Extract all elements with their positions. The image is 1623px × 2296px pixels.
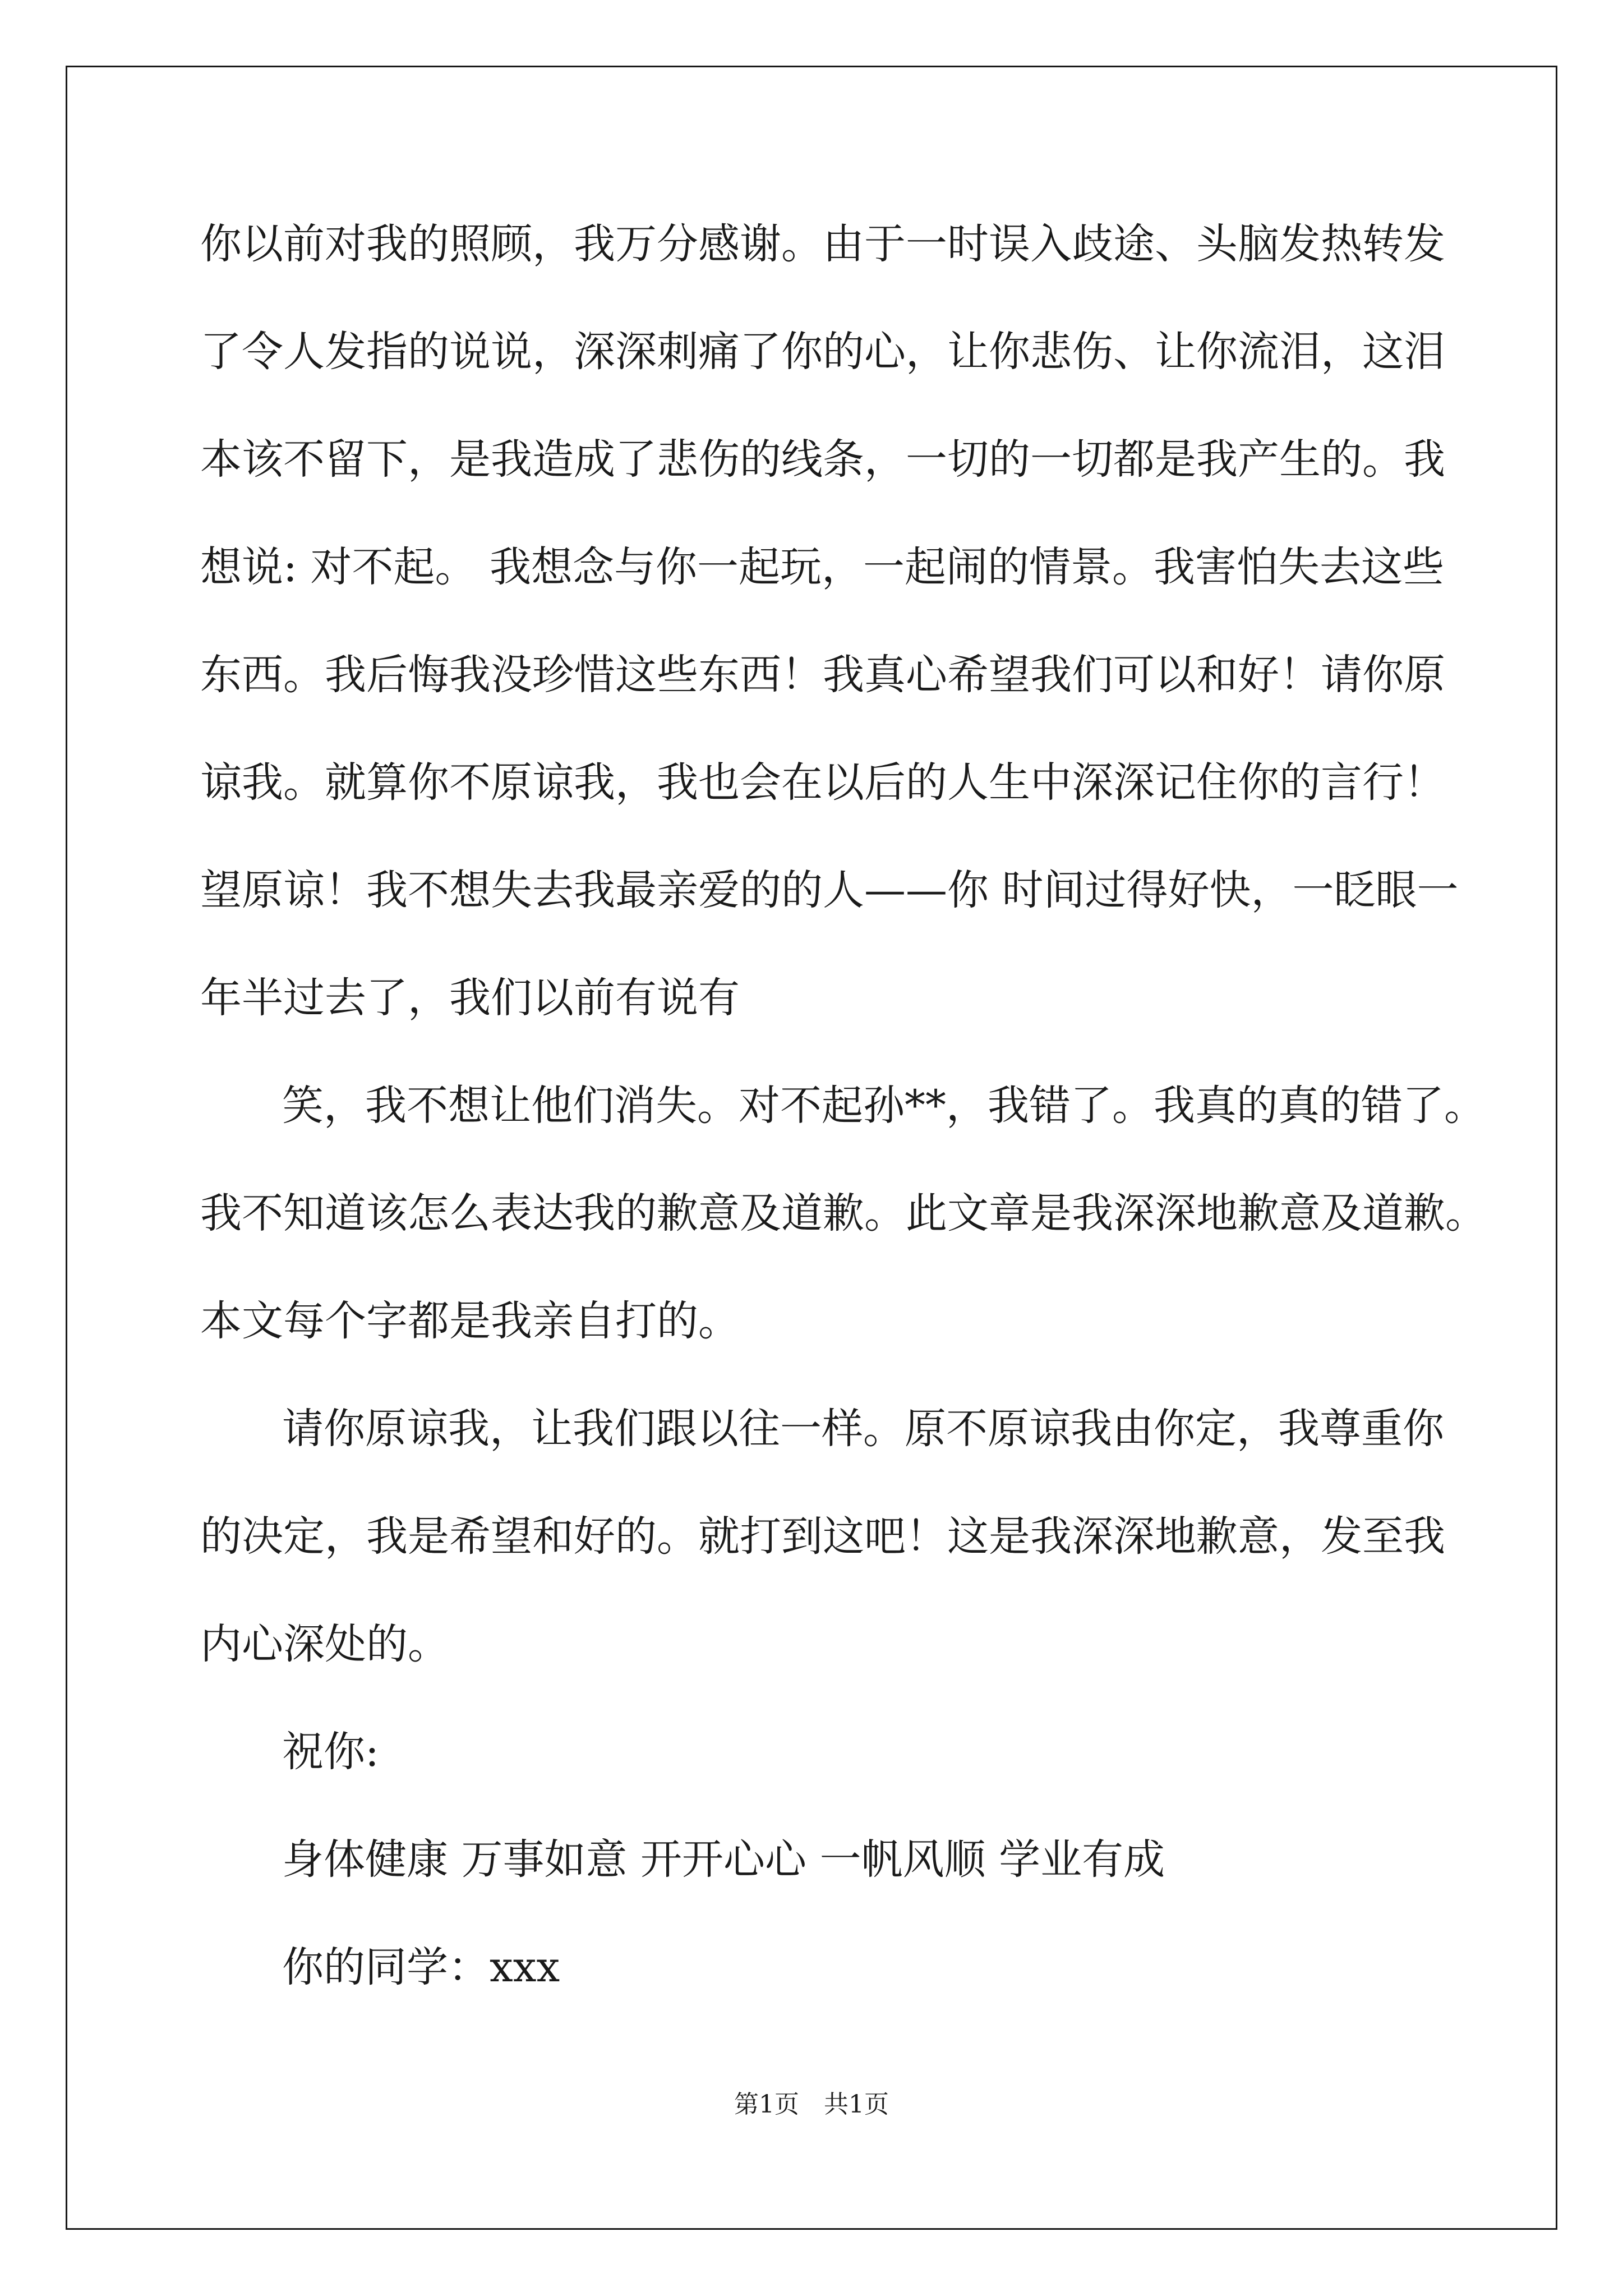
closing-wishes: 身体健康 万事如意 开开心心 一帆风顺 学业有成 (282, 1835, 1165, 1884)
text-line: 谅我。就算你不原谅我，我也会在以后的人生中深深记住你的言行！ (200, 758, 1445, 807)
text-line: 你以前对我的照顾，我万分感谢。由于一时误入歧途、头脑发热转发 (200, 220, 1445, 268)
closing-greeting: 祝你: (282, 1728, 379, 1776)
text-line: 想说: 对不起。 我想念与你一起玩，一起闹的情景。我害怕失去这些 (200, 543, 1444, 591)
page-number-footer: 第1页 共1页 (734, 2090, 889, 2119)
text-line: 了令人发指的说说，深深刺痛了你的心，让你悲伤、让你流泪，这泪 (200, 328, 1445, 376)
text-line: 我不知道该怎么表达我的歉意及道歉。此文章是我深深地歉意及道歉。 (200, 1189, 1487, 1237)
page-border (66, 66, 1557, 2230)
text-line: 本文每个字都是我亲自打的。 (200, 1297, 740, 1345)
text-line: 望原谅！我不想失去我最亲爱的的人——你 时间过得好快，一眨眼一 (200, 866, 1459, 914)
text-line: 东西。我后悔我没珍惜这些东西！我真心希望我们可以和好！请你原 (200, 651, 1445, 699)
text-line: 内心深处的。 (200, 1620, 449, 1668)
text-line: 的决定，我是希望和好的。就打到这吧！这是我深深地歉意，发至我 (200, 1512, 1445, 1561)
text-line: 本该不留下，是我造成了悲伤的线条，一切的一切都是我产生的。我 (200, 435, 1445, 484)
signature-line: 你的同学：xxx (282, 1943, 560, 1991)
paragraph-start-line: 笑，我不想让他们消失。对不起孙**，我错了。我真的真的错了。 (282, 1082, 1486, 1130)
paragraph-start-line: 请你原谅我，让我们跟以往一样。原不原谅我由你定，我尊重你 (282, 1405, 1444, 1453)
text-line: 年半过去了，我们以前有说有 (200, 974, 740, 1022)
